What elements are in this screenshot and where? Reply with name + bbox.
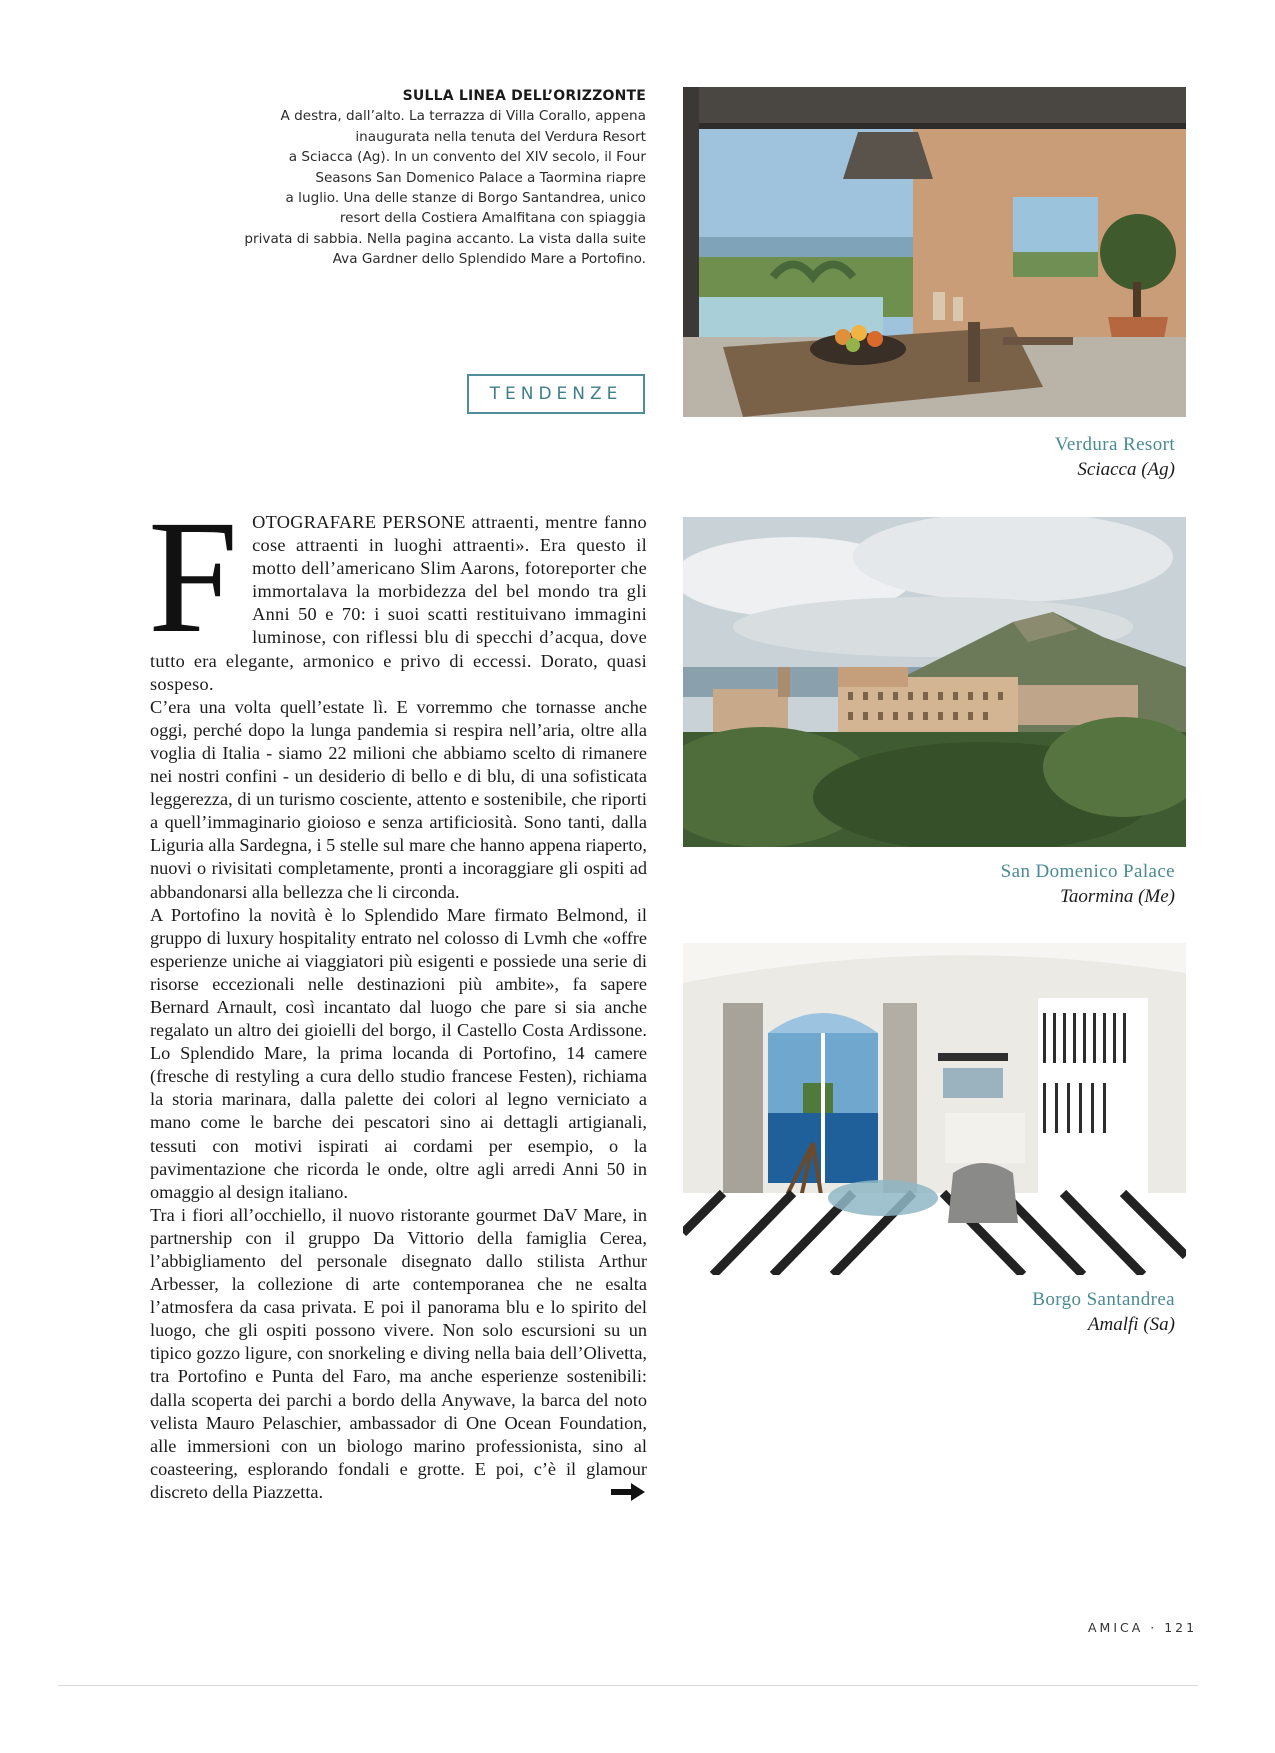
- section-label: TENDENZE: [467, 374, 645, 414]
- caption-line: resort della Costiera Amalfitana con spiaggia: [339, 210, 646, 227]
- caption-line: Ava Gardner dello Splendido Mare a Portofino.: [332, 251, 646, 268]
- place-name: San Domenico Palace: [1000, 861, 1175, 882]
- caption-line: A destra, dall’alto. La terrazza di Villa Corallo, appena: [280, 108, 646, 125]
- place-location: Sciacca (Ag): [1077, 459, 1175, 480]
- article-body: [148, 488, 647, 1504]
- article-paragraph: A Portofino la novità è lo Splendido Mare firmato Belmond, il gruppo di luxury hospitality entrato nel colosso di Lvmh che «offre esperienze uniche ai viaggiatori più esigenti e possiede una serie di risorse eccezionali nelle destinazioni più ambite», fa sapere Bernard Arnault, così incantato dal luogo che pare si sia anche regalato un altro dei gioielli del borgo, il Castello Costa Ardissone. Lo Splendido Mare, la prima locanda di Portofino, 14 camere (fresche di restyling a cura dello studio francese Festen), richiama la storia marinara, dalla palette dei colori al legno verniciato a mano come le barche dei pescatori sino ai dettagli artigianali, tessuti con motivi ispirati ai cordami per esempio, o la pavimentazione che ricorda le onde, oltre agli arredi Anni 50 in omaggio al design italiano.: [150, 904, 647, 1202]
- caption-line: a luglio. Una delle stanze di Borgo Santandrea, unico: [285, 190, 646, 207]
- article-paragraph: C’era una volta quell’estate lì. E vorremmo che tornasse anche oggi, perché dopo la lunga pandemia si respira nell’aria, oltre alla voglia di Italia - siamo 22 milioni che abbiamo scelto di rimanere nei nostri confini - un desiderio di bello e di blu, di una sofisticata leggerezza, di un turismo cosciente, attento e sostenibile, che riporti a quell’immaginario gioioso e senza artificiosità. Sono tanti, dalla Liguria alla Sardegna, i 5 stelle sul mare che hanno appena riaperto, nuovi o rivisitati completamente, pronti a incoraggiare gli ospiti ad abbandonarsi alla bellezza che li circonda.: [150, 696, 647, 902]
- caption-title: SULLA LINEA DELL’ORIZZONTE: [402, 88, 646, 104]
- page-folio: AMICA · 121: [1088, 1620, 1198, 1635]
- photo-borgo-santandrea-room: [683, 943, 1186, 1275]
- caption-line: inaugurata nella tenuta del Verdura Resort: [355, 128, 646, 145]
- caption-line: a Sciacca (Ag). In un convento del XIV secolo, il Four: [288, 149, 646, 166]
- place-location: Taormina (Me): [1060, 886, 1175, 907]
- photo-verdura-terrace: [683, 87, 1186, 417]
- place-label-borgo-santandrea: [815, 1287, 1175, 1337]
- place-location: Amalfi (Sa): [1087, 1314, 1175, 1335]
- place-name: Borgo Santandrea: [1032, 1289, 1175, 1310]
- drop-cap: F: [148, 488, 239, 667]
- lead-text: OTOGRAFARE PERSONE attraenti, mentre fanno cose attraenti in luoghi attraenti». Era questo il motto dell’americano Slim Aarons, fotoreporter che immortalava la morbidezza del bel mondo tra gli Anni 50 e 70: i suoi scatti restituivano immagini luminose, con riflessi blu di specchi d’acqua, dove tutto era elegante, armonico e privo di eccessi. Dorato, quasi sospeso.: [150, 512, 647, 694]
- article-paragraph: [148, 488, 647, 696]
- place-label-san-domenico: [815, 859, 1175, 909]
- footer-rule: [58, 1685, 1198, 1686]
- right-arrow-icon: [611, 1483, 645, 1501]
- photo-caption: [230, 86, 646, 270]
- caption-line: Seasons San Domenico Palace a Taormina riapre: [315, 169, 646, 186]
- caption-line: privata di sabbia. Nella pagina accanto. La vista dalla suite: [244, 230, 646, 247]
- place-name: Verdura Resort: [1054, 434, 1175, 455]
- photo-san-domenico-palace: [683, 517, 1186, 847]
- article-text: Tra i fiori all’occhiello, il nuovo ristorante gourmet DaV Mare, in partnership con il gruppo Da Vittorio della famiglia Cerea, l’abbigliamento del personale disegnato dallo stilista Arthur Arbesser, la collezione di arte contemporanea che ne esalta l’atmosfera da casa privata. E poi il panorama blu e lo spirito del luogo, che gli ospiti possono vivere. Non solo escursioni su un tipico gozzo ligure, con snorkeling e diving nella baia dell’Olivetta, tra Portofino e Punta del Faro, ma anche esperienze sostenibili: dalla scoperta dei parchi a bordo della Anywave, la barca del noto velista Mauro Pelaschier, ambassador di One Ocean Foundation, alle immersioni con un biologo marino professionista, sino al coasteering, esplorando fondali e grotte. E poi, c’è il glamour discreto della Piazzetta.: [150, 1204, 647, 1502]
- article-paragraph: [150, 1204, 647, 1504]
- place-label-verdura: [815, 432, 1175, 482]
